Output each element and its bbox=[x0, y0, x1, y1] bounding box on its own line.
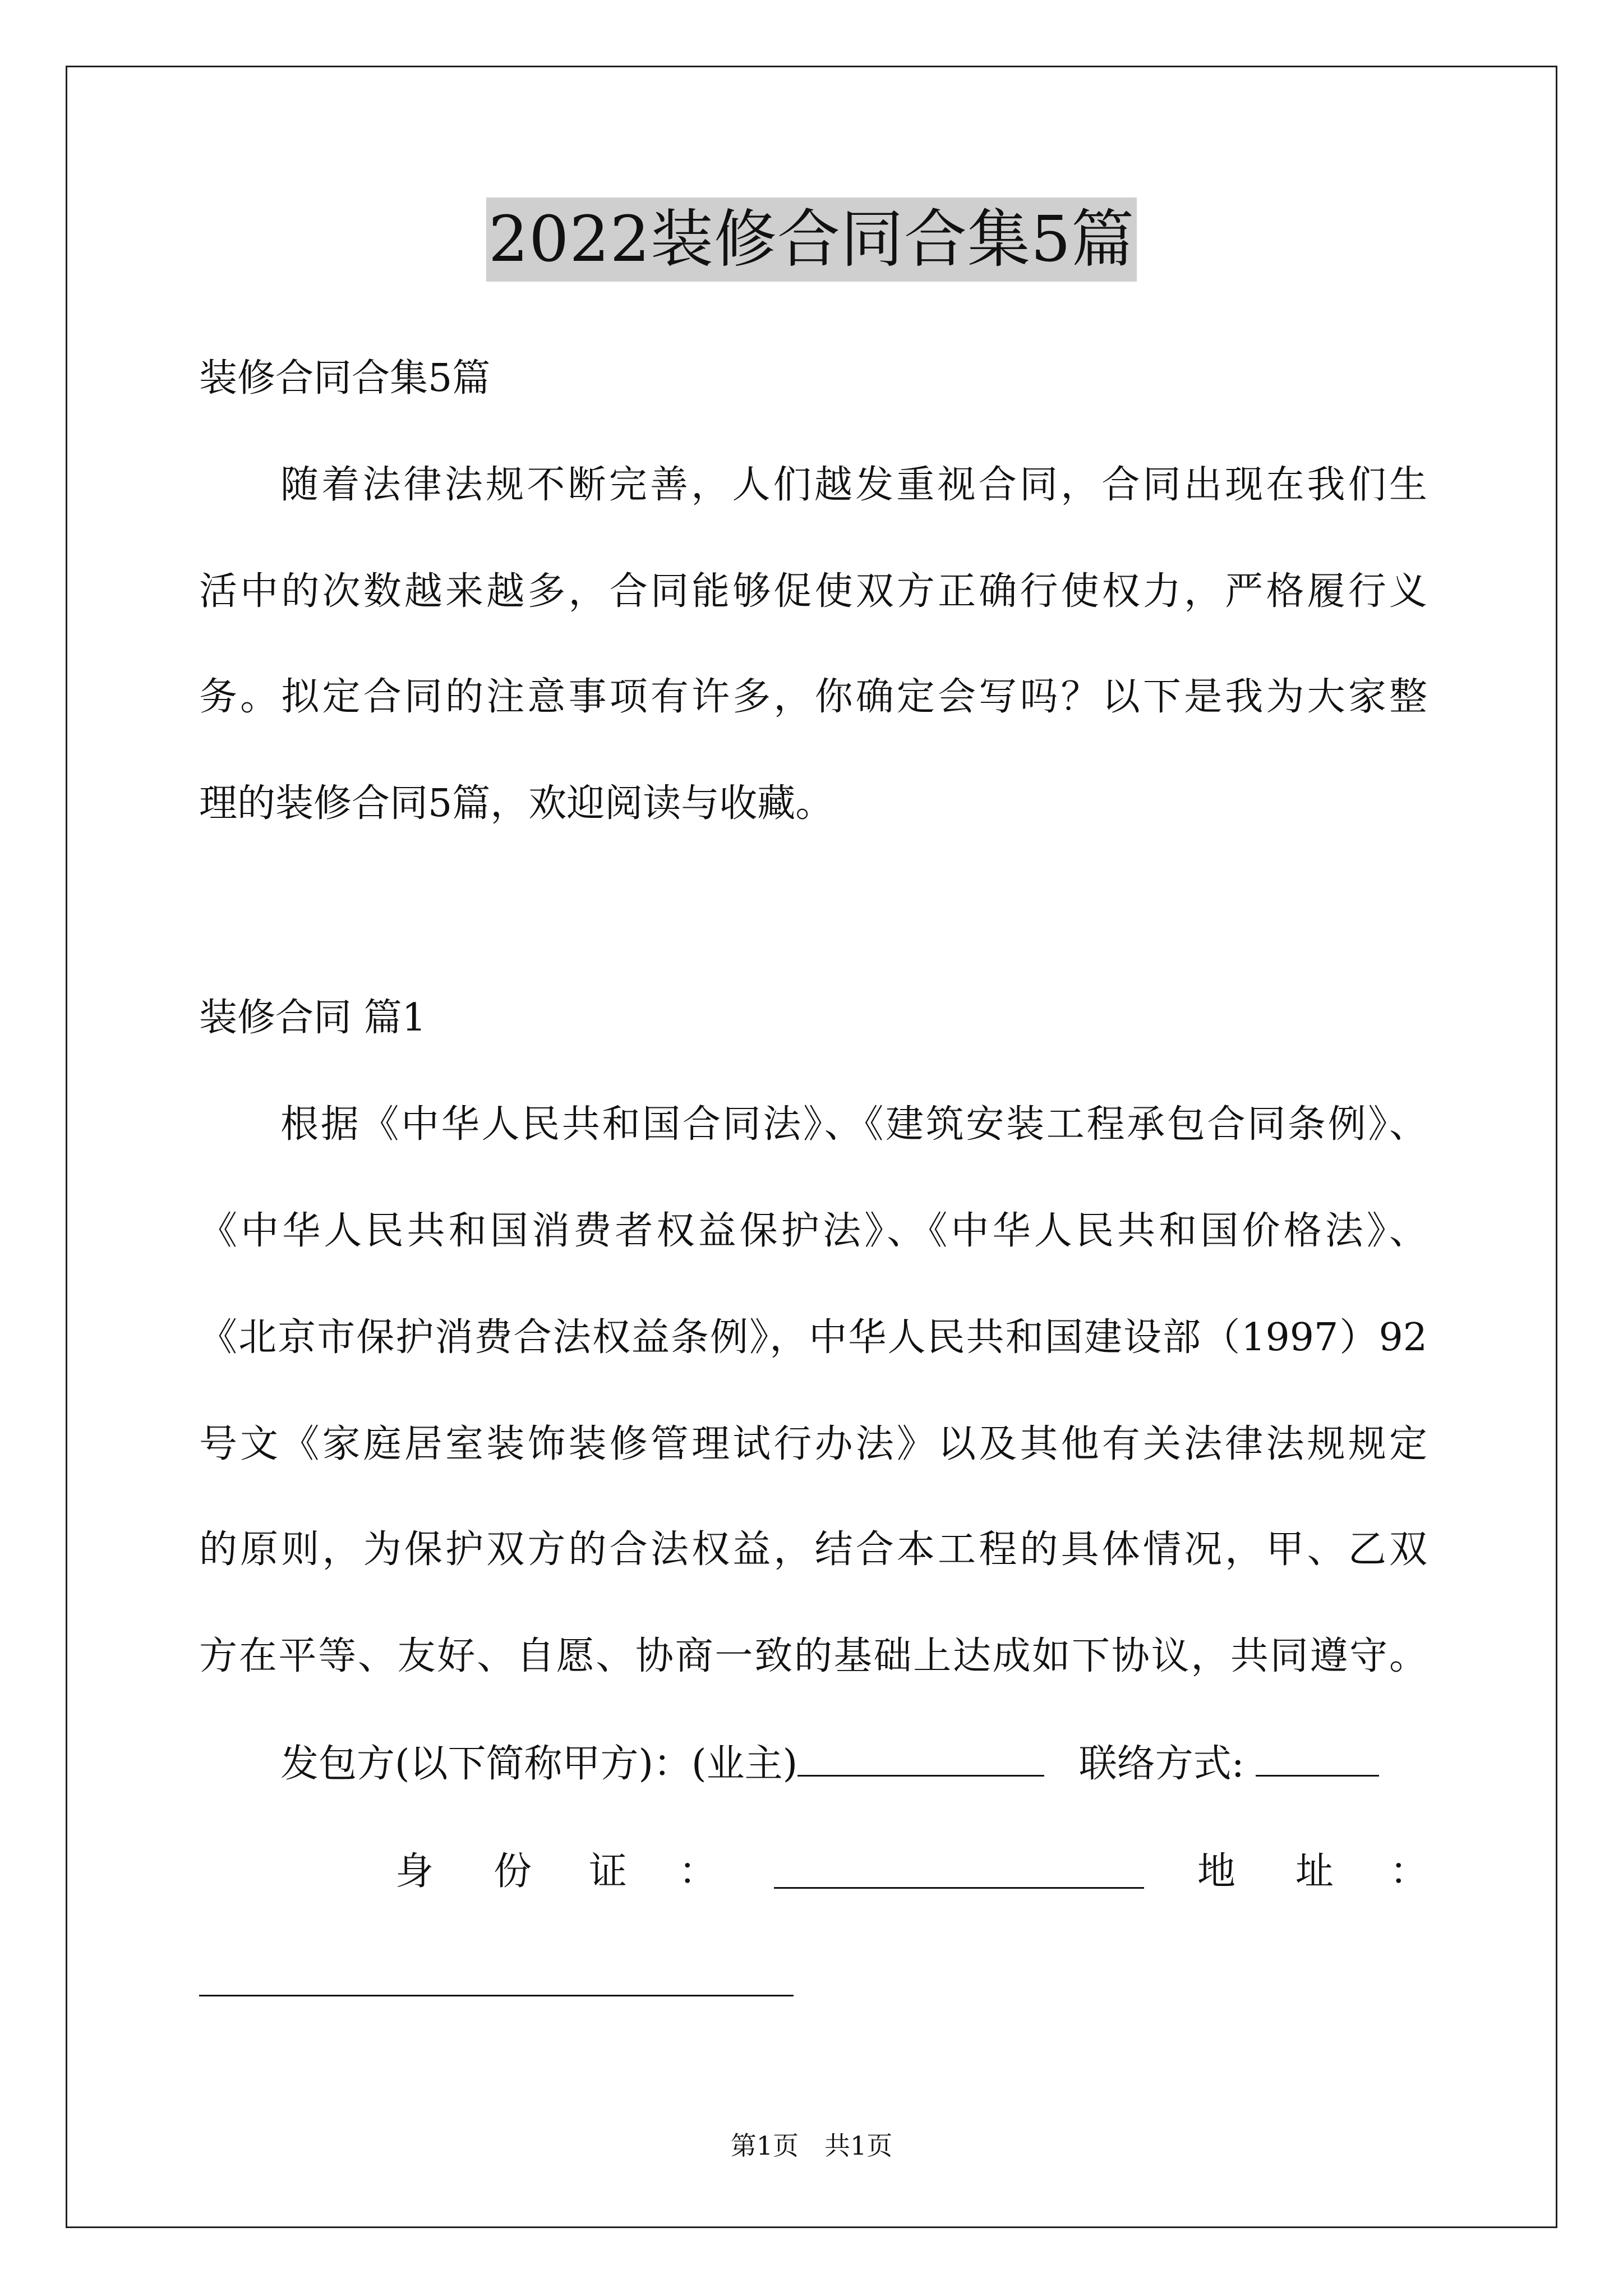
body-line-2: 《中华人民共和国消费者权益保护法》、《中华人民共和国价格法》、 bbox=[199, 1209, 1427, 1253]
body-line-4: 号文《家庭居室装饰装修管理试行办法》以及其他有关法律法规规定 bbox=[199, 1422, 1427, 1466]
id-char-1: 身 bbox=[395, 1849, 434, 1894]
id-char-4: ： bbox=[679, 1849, 717, 1894]
party-label: 发包方(以下简称甲方)：(业主) bbox=[280, 1742, 798, 1786]
body-line-1: 根据《中华人民共和国合同法》、《建筑安装工程承包合同条例》、 bbox=[280, 1102, 1427, 1147]
intro-line-3: 务。拟定合同的注意事项有许多，你确定会写吗？以下是我为大家整 bbox=[199, 675, 1427, 719]
id-char-3: 证 bbox=[589, 1849, 628, 1894]
page-footer: 第1页 共1页 bbox=[730, 2131, 893, 2161]
address-char-2: 址 bbox=[1295, 1849, 1334, 1894]
id-blank bbox=[774, 1847, 1144, 1889]
intro-line-1: 随着法律法规不断完善，人们越发重视合同，合同出现在我们生 bbox=[280, 463, 1427, 507]
body-line-3: 《北京市保护消费合法权益条例》，中华人民共和国建设部（1997）92 bbox=[199, 1315, 1427, 1360]
address-char-1: 地 bbox=[1197, 1849, 1236, 1894]
address-char-3: ： bbox=[1390, 1849, 1428, 1894]
intro-line-4: 理的装修合同5篇，欢迎阅读与收藏。 bbox=[199, 781, 834, 826]
document-subtitle: 装修合同合集5篇 bbox=[199, 356, 491, 401]
contact-label: 联络方式: bbox=[1078, 1742, 1244, 1786]
intro-line-2: 活中的次数越来越多，合同能够促使双方正确行使权力，严格履行义 bbox=[199, 569, 1427, 614]
party-line bbox=[280, 1739, 1379, 1789]
title-container bbox=[0, 197, 1623, 282]
body-line-5: 的原则，为保护双方的合法权益，结合本工程的具体情况，甲、乙双 bbox=[199, 1527, 1427, 1572]
id-address-line bbox=[0, 1847, 1623, 1897]
section-heading: 装修合同 篇1 bbox=[199, 996, 426, 1040]
address-blank bbox=[199, 1995, 794, 1996]
party-blank bbox=[797, 1739, 1044, 1777]
document-title: 2022装修合同合集5篇 bbox=[486, 197, 1137, 282]
contact-blank bbox=[1256, 1739, 1379, 1777]
id-char-2: 份 bbox=[494, 1849, 532, 1894]
body-line-6: 方在平等、友好、自愿、协商一致的基础上达成如下协议，共同遵守。 bbox=[199, 1634, 1427, 1678]
